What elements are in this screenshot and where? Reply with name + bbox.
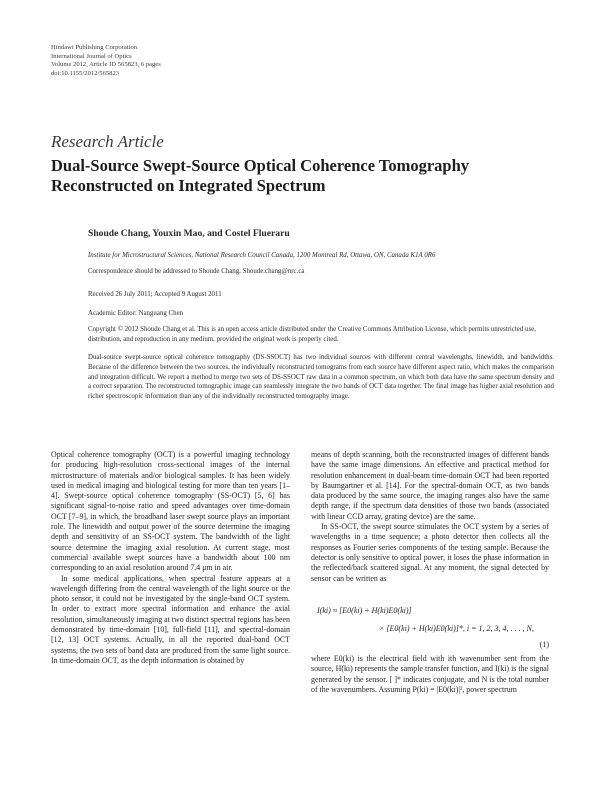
paragraph: In some medical applications, when spectral feature appears at a wavelength differing from the central wavelength of the light source or the photo sensor, it could not be investigated by the single-band OCT system. In order to extract more spectral information and enhance the axial resolution, simultaneously imaging at two distinct spectral regions has been demonstrated by time-domain [10], full-field [11], and spectral-domain [12, 13] OCT systems. Actually, in all the reported dual-band OCT systems, the two sets of band data are produced from the same light source. In time-domain OCT, as the depth information is obtained by	[51, 573, 290, 665]
paper-title: Dual-Source Swept-Source Optical Coherence Tomography Reconstructed on Integrated Spectrum	[51, 156, 470, 195]
equation-line: × [E0(ki) + H(ki)E0(ki)]*, i = 1, 2, 3, 4, . . . , N,	[379, 624, 534, 633]
copyright-notice: Copyright © 2012 Shoude Chang et al. This is an open access article distributed under the Creative Commons Attribution License, which permits unrestricted use, distribution, and reproduction in any medium, provided the original work is properly cited.	[88, 326, 536, 343]
paragraph: where E0(ki) is the electrical field with ith wavenumber sent from the source, H(ki) represents the sample transfer function, and I(ki) is the signal generated by the sensor. [ ]* indicates conjugate, and N is the total number of the wavenumbers. Assuming P(ki) = |E0(ki)|², power spectrum	[311, 654, 549, 694]
article-type: Research Article	[51, 132, 164, 151]
volume-info: Volume 2012, Article ID 565823, 6 pages	[51, 61, 161, 69]
affiliation: Institute for Microstructural Sciences, National Research Council Canada, 1200 Montreal Rd, Ottawa, ON, Canada K1A 0R6	[88, 252, 436, 259]
academic-editor: Academic Editor: Nanguang Chen	[88, 310, 184, 317]
abstract-text: Dual-source swept-source optical coherence tomography (DS-SSOCT) has two individual sources with different central wavelengths, linewidth, and bandwidths. Because of the difference between the two sources, the individually reconstructed tomograms from each source have different aspect ratio, which makes the comparison and integration difficult. We report a method to merge two sets of DS-SSOCT raw data in a common spectrum, on which both data have the same spectrum density and a correct separation. The reconstructed tomographic image can seamlessly integrate the two bands of OCT data together. The final image has higher axial resolution and richer spectroscopic information than any of the individually reconstructed tomography image.	[88, 354, 554, 401]
journal-masthead	[51, 44, 161, 78]
abstract	[88, 353, 554, 402]
journal-name: International Journal of Optics	[51, 52, 132, 60]
body-column-right	[311, 450, 549, 584]
paragraph: In SS-OCT, the swept source stimulates the OCT system by a series of wavelengths in a time sequence; a photo detector then collects all the responses as Fourier series components of the testing sample. Because the detector is only sensitive to optical power, it loses the phase information in the reflected/back scattered signal. At any moment, the signal detected by sensor can be written as	[311, 522, 549, 583]
author-list: Shoude Chang, Youxin Mao, and Costel Flueraru	[88, 228, 290, 239]
received-accepted-dates: Received 26 July 2011; Accepted 9 August 2011	[88, 291, 222, 298]
equation-number: (1)	[539, 640, 549, 649]
body-column-right-continued	[311, 654, 549, 695]
correspondence-note: Correspondence should be addressed to Shoude Chang, Shoude.chang@nrc.ca	[88, 268, 305, 275]
body-column-left	[51, 450, 290, 666]
publisher-name: Hindawi Publishing Corporation	[51, 44, 138, 51]
paragraph: means of depth scanning, both the reconstructed images of different bands have the same image dimensions. An effective and practical method for resolution enhancement in dual-beam time-domain OCT had been reported by Baumgartner et al. [14]. For the spectral-domain OCT, as two bands data produced by the same source, the imaging ranges also have the same depth range, if the spectrum data densities of those two bands (associated with linear CCD array, grating device) are the same.	[311, 450, 549, 521]
doi-link[interactable]: doi:10.1155/2012/565823	[51, 69, 120, 77]
paragraph: Optical coherence tomography (OCT) is a powerful imaging technology for producing high-resolution cross-sectional images of the internal microstructure of materials and/or biological samples. It has been widely used in medical imaging and biological testing for more than ten years [1–4]. Swept-source optical coherence tomography (SS-OCT) [5, 6] has significant signal-to-noise ratio and speed advantages over time-domain OCT [7–9], in which, the broadband laser swept source plays an important role. The linewidth and output power of the source determine the imaging depth and sensitivity of an SS-OCT system. The bandwidth of the light source determine the imaging axial resolution. At current stage, most commercial available swept sources have a bandwidth about 100 nm corresponding to an axial resolution around 7.4 μm in air.	[51, 450, 290, 573]
equation-line: I(ki) ≈ [E0(ki) + H(ki)E0(ki)]	[317, 606, 412, 615]
